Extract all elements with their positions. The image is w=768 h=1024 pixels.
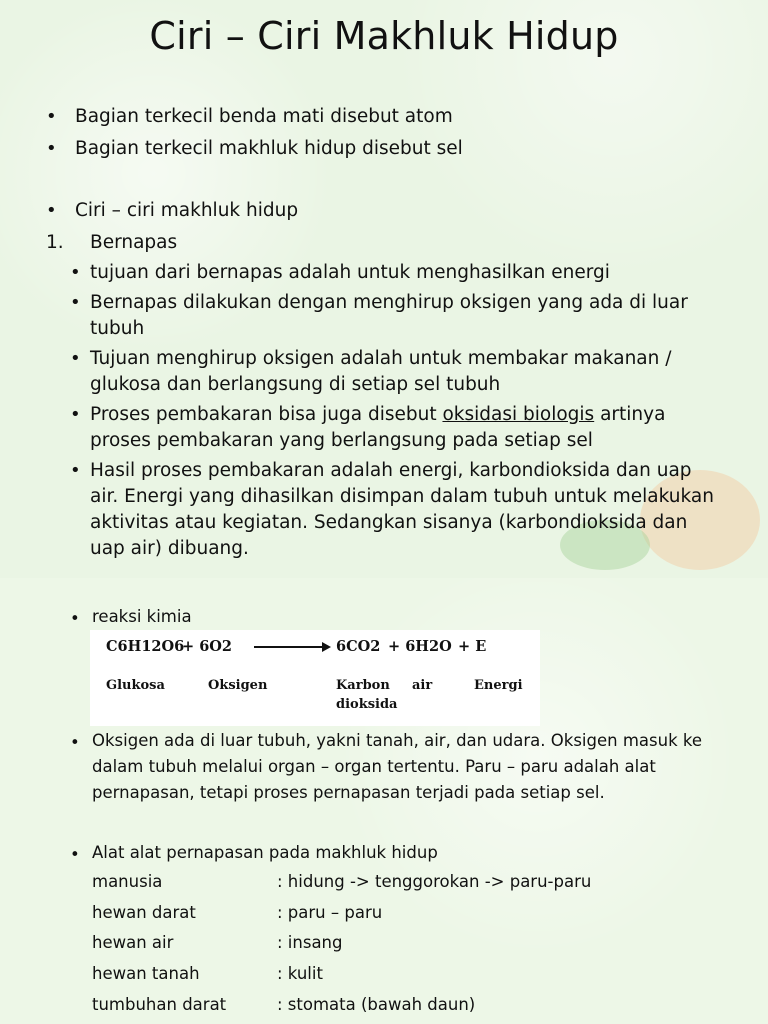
alat-row-value: : paru – paru <box>277 903 383 922</box>
alat-row-value: : insang <box>277 933 343 952</box>
oksigen-para-line-3: pernapasan, tetapi proses pernapasan terjadi pada setiap sel. <box>92 783 605 802</box>
dioksida-label: dioksida <box>336 697 398 712</box>
bullet-icon: • <box>46 138 57 159</box>
bullet-icon: • <box>70 404 81 425</box>
intro-item-1: Bagian terkecil benda mati disebut atom <box>75 106 453 127</box>
bernapas-point-4 <box>90 402 665 428</box>
glukosa-formula: C6H12O6 <box>106 638 185 655</box>
co2-formula: 6CO2 <box>336 638 381 655</box>
oksigen-para-line-2: dalam tubuh melalui organ – organ tertentu. Paru – paru adalah alat <box>92 757 656 776</box>
alat-row-value: : kulit <box>277 964 323 983</box>
intro-item-2: Bagian terkecil makhluk hidup disebut sel <box>75 138 463 159</box>
page-title: Ciri – Ciri Makhluk Hidup <box>149 14 619 58</box>
bullet-icon: • <box>70 609 80 628</box>
reaction-arrow-icon <box>252 638 332 656</box>
alat-row-value: : hidung -> tenggorokan -> paru-paru <box>277 872 592 891</box>
energy-formula: + E <box>458 638 487 655</box>
oksidasi-biologis-term: oksidasi biologis <box>442 404 595 425</box>
reaksi-label: reaksi kimia <box>92 607 192 626</box>
bernapas-point-5-cont-2: aktivitas atau kegiatan. Sedangkan sisanya (karbondioksida dan <box>90 512 688 533</box>
alat-row-name: tumbuhan darat <box>92 995 227 1014</box>
bernapas-point-2: Bernapas dilakukan dengan menghirup oksigen yang ada di luar <box>90 292 688 313</box>
section-bernapas: Bernapas <box>90 232 178 253</box>
bernapas-point-2-cont: tubuh <box>90 318 145 339</box>
bernapas-point-5-cont-3: uap air) dibuang. <box>90 538 249 559</box>
bullet-icon: • <box>70 460 81 481</box>
bullet-icon: • <box>70 733 80 752</box>
alat-row-name: hewan air <box>92 933 174 952</box>
oksigen-label: Oksigen <box>208 678 268 693</box>
alat-heading: Alat alat pernapasan pada makhluk hidup <box>92 843 438 862</box>
oksigen-formula: + 6O2 <box>182 638 233 655</box>
alat-row-name: hewan tanah <box>92 964 200 983</box>
bullet-icon: • <box>70 262 81 283</box>
bernapas-point-1: tujuan dari bernapas adalah untuk menghasilkan energi <box>90 262 610 283</box>
alat-row-name: hewan darat <box>92 903 196 922</box>
glukosa-label: Glukosa <box>106 678 165 693</box>
bernapas-point-4-cont: proses pembakaran yang berlangsung pada setiap sel <box>90 430 593 451</box>
air-label: air <box>412 678 433 693</box>
reaction-equation-box <box>90 630 540 726</box>
bernapas-point-5-cont-1: air. Energi yang dihasilkan disimpan dalam tubuh untuk melakukan <box>90 486 714 507</box>
list-number: 1. <box>46 232 64 253</box>
bullet-icon: • <box>70 292 81 313</box>
point-4-prefix: Proses pembakaran bisa juga disebut <box>90 404 443 425</box>
bernapas-point-3: Tujuan menghirup oksigen adalah untuk membakar makanan / <box>90 348 672 369</box>
bernapas-point-5: Hasil proses pembakaran adalah energi, karbondioksida dan uap <box>90 460 692 481</box>
bullet-icon: • <box>46 106 57 127</box>
alat-row-name: manusia <box>92 872 163 891</box>
oksigen-para-line-1: Oksigen ada di luar tubuh, yakni tanah, air, dan udara. Oksigen masuk ke <box>92 731 702 750</box>
bullet-icon: • <box>46 200 57 221</box>
point-4-suffix: artinya <box>594 404 666 425</box>
alat-row-value: : stomata (bawah daun) <box>277 995 476 1014</box>
water-formula: + 6H2O <box>388 638 452 655</box>
energi-label: Energi <box>474 678 523 693</box>
karbon-label: Karbon <box>336 678 390 693</box>
bullet-icon: • <box>70 348 81 369</box>
ciri-heading: Ciri – ciri makhluk hidup <box>75 200 299 221</box>
bullet-icon: • <box>70 845 80 864</box>
bernapas-point-3-cont: glukosa dan berlangsung di setiap sel tubuh <box>90 374 501 395</box>
